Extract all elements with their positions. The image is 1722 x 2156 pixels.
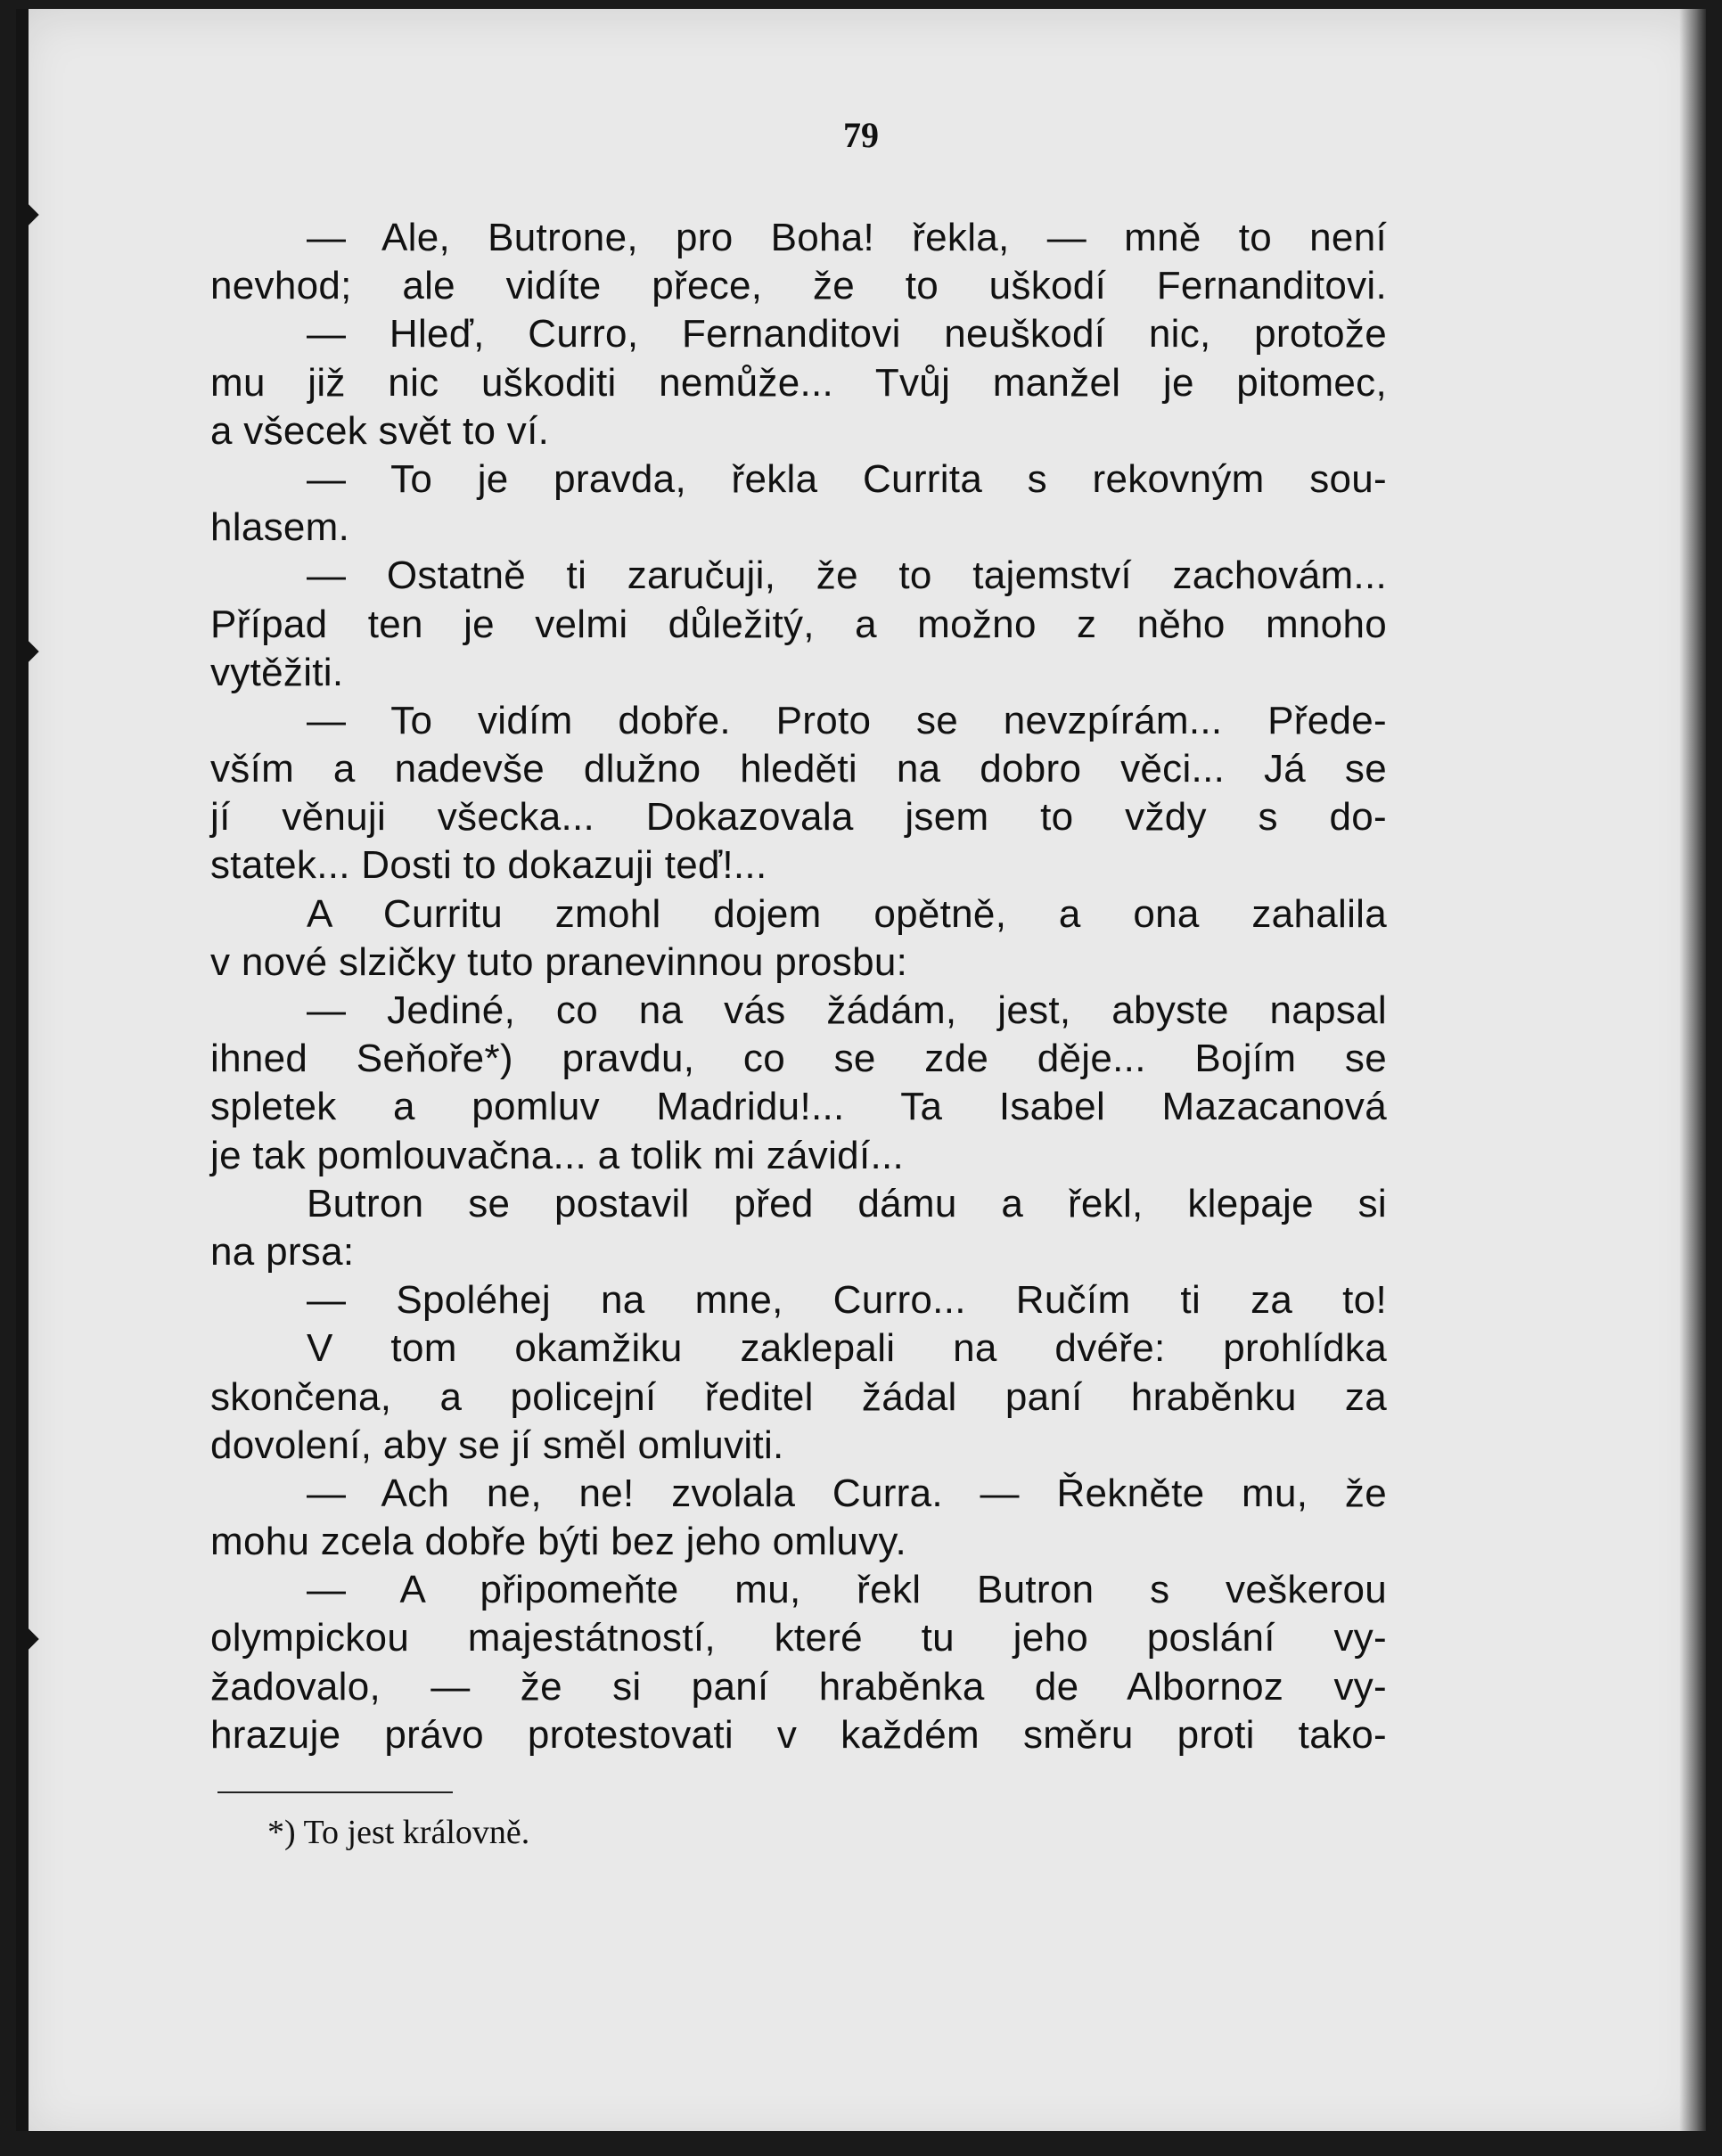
binding-notch (16, 640, 38, 662)
text-line: — To je pravda, řekla Currita s rekovným sou- (307, 456, 1387, 501)
text-line: mu již nic uškoditi nemůže... Tvůj manžel je pitomec, (210, 360, 1387, 405)
text-line: dovolení, aby se jí směl omluviti. (210, 1422, 784, 1467)
text-line: žadovalo, — že si paní hraběnka de Albornoz vy- (210, 1664, 1387, 1709)
text-line: Butron se postavil před dámu a řekl, klepaje si (307, 1181, 1387, 1226)
footnote-divider (217, 1791, 453, 1793)
text-line: — Ach ne, ne! zvolala Curra. — Řekněte mu, že (307, 1471, 1387, 1515)
text-line: spletek a pomluv Madridu!... Ta Isabel Mazacanová (210, 1085, 1387, 1129)
text-line: A Curritu zmohl dojem opětně, a ona zahalila (307, 891, 1387, 936)
text-line: na prsa: (210, 1229, 355, 1274)
text-line: olympickou majestátností, které tu jeho poslání vy- (210, 1616, 1387, 1660)
text-line: skončena, a policejní ředitel žádal paní hraběnku za (210, 1374, 1387, 1419)
page-number: 79 (843, 115, 879, 155)
binding-notch (16, 203, 38, 225)
text-line: — Jediné, co na vás žádám, jest, abyste napsal (307, 988, 1387, 1032)
text-line: — Ostatně ti zaručuji, že to tajemství zachovám... (307, 553, 1387, 598)
text-line: — Hleď, Curro, Fernanditovi neuškodí nic, protože (307, 312, 1387, 357)
binding-notch (16, 1627, 38, 1650)
text-line: hrazuje právo protestovati v každém směru proti tako- (210, 1712, 1387, 1757)
text-line: jí věnuji všecka... Dokazovala jsem to vždy s do- (210, 795, 1387, 840)
text-line: a všecek svět to ví. (210, 408, 550, 453)
text-line: mohu zcela dobře býti bez jeho omluvy. (210, 1520, 906, 1564)
text-line: statek... Dosti to dokazuji teď!... (210, 843, 767, 888)
text-line: ihned Seňoře*) pravdu, co se zde děje... Bojím se (210, 1037, 1387, 1081)
text-line: — To vidím dobře. Proto se nevzpírám... Přede- (307, 698, 1387, 742)
footnote: *) To jest královně. (267, 1814, 530, 1851)
page-right-shadow (1679, 9, 1706, 2144)
text-line: vytěžiti. (210, 650, 344, 694)
text-line: hlasem. (210, 505, 350, 550)
text-line: je tak pomlouvačna... a tolik mi závidí... (210, 1133, 905, 1177)
text-line: Případ ten je velmi důležitý, a možno z něho mnoho (210, 602, 1387, 646)
body-text (210, 214, 1387, 1759)
text-line: nevhod; ale vidíte přece, že to uškodí Fernanditovi. (210, 264, 1387, 308)
page-binding-edge (16, 9, 29, 2144)
text-line: — Spoléhej na mne, Curro... Ručím ti za to! (307, 1278, 1387, 1323)
text-line: vším a nadevše dlužno hleděti na dobro věci... Já se (210, 747, 1387, 791)
text-line: — Ale, Butrone, pro Boha! řekla, — mně to není (307, 216, 1387, 259)
text-line: V tom okamžiku zaklepali na dvéře: prohlídka (307, 1326, 1387, 1371)
text-line: v nové slzičky tuto pranevinnou prosbu: (210, 939, 908, 984)
page-bottom-edge (16, 2131, 1706, 2144)
text-line: — A připomeňte mu, řekl Butron s veškerou (307, 1568, 1387, 1612)
